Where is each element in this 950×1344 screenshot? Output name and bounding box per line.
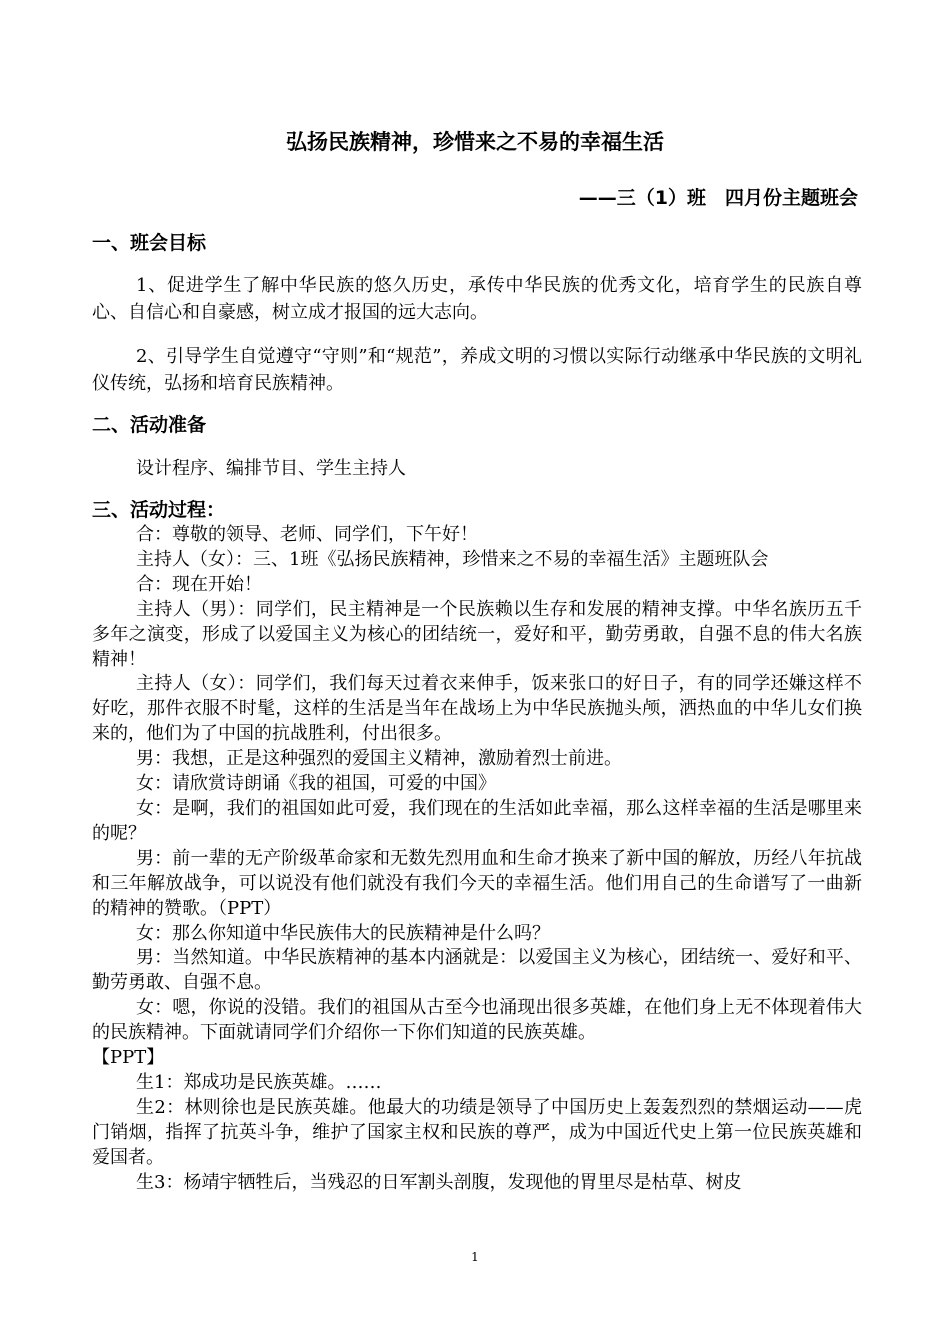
process-line: 生1：郑成功是民族英雄。…… [136, 1071, 382, 1093]
process-line: 女：请欣赏诗朗诵《我的祖国，可爱的中国》 [136, 773, 496, 795]
process-line: 男：前一辈的无产阶级革命家和无数先烈用血和生命才换来了新中国的解放，历经八年抗战和三年解放战争，可以说没有他们就没有我们今天的幸福生活。他们用自己的生命谱写了一曲新的精神的赞歌。（PPT） [92, 847, 862, 919]
process-line: 合：尊敬的领导、老师、同学们，下午好！ [136, 524, 478, 545]
process-section [92, 497, 862, 1195]
goal-paragraph-1: 1、促进学生了解中华民族的悠久历史，承传中华民族的优秀文化，培育学生的民族自尊心、自信心和自豪感，树立成才报国的远大志向。 [92, 275, 862, 323]
process-line: 女：是啊，我们的祖国如此可爱，我们现在的生活如此幸福，那么这样幸福的生活是哪里来的呢？ [92, 797, 862, 844]
process-line: 主持人（女）：同学们，我们每天过着衣来伸手，饭来张口的好日子，有的同学还嫌这样不好吃，那件衣服不时髦，这样的生活是当年在战场上为中华民族抛头颅，洒热血的中华儿女们换来的，他们为了中国的抗战胜利，付出很多。 [92, 673, 862, 745]
page-number: 1 [471, 1250, 479, 1264]
process-line: 【PPT】 [92, 1047, 165, 1069]
process-line: 主持人（女）：三、1班《弘扬民族精神，珍惜来之不易的幸福生活》主题班队会 [136, 548, 769, 570]
goal-paragraph-2: 2、引导学生自觉遵守“守则”和“规范”，养成文明的习惯以实际行动继承中华民族的文明礼仪传统，弘扬和培育民族精神。 [92, 346, 862, 394]
document-title: 弘扬民族精神，珍惜来之不易的幸福生活 [286, 130, 664, 154]
process-line: 生3：杨靖宇牺牲后，当残忍的日军割头剖腹，发现他的胃里尽是枯草、树皮 [136, 1171, 742, 1193]
process-line: 主持人（男）：同学们，民主精神是一个民族赖以生存和发展的精神支撑。中华名族历五千多年之演变，形成了以爱国主义为核心的团结统一，爱好和平，勤劳勇敢，自强不息的伟大名族精神！ [92, 598, 862, 670]
section-heading-preparation: 二、活动准备 [92, 414, 207, 436]
process-line: 生2：林则徐也是民族英雄。他最大的功绩是领导了中国历史上轰轰烈烈的禁烟运动——虎门销烟，指挥了抗英斗争，维护了国家主权和民族的尊严，成为中国近代史上第一位民族英雄和爱国者。 [92, 1096, 862, 1168]
process-line: 女：那么你知道中华民族伟大的民族精神是什么吗？ [136, 922, 550, 944]
section-heading-process: 三、活动过程： [92, 499, 226, 521]
process-line: 女：嗯，你说的没错。我们的祖国从古至今也涌现出很多英雄，在他们身上无不体现着伟大的民族精神。下面就请同学们介绍你一下你们知道的民族英雄。 [92, 997, 862, 1044]
section-heading-goals: 一、班会目标 [92, 232, 207, 254]
document-subtitle: ——三（1）班 四月份主题班会 [578, 187, 858, 209]
process-line: 男：当然知道。中华民族精神的基本内涵就是：以爱国主义为核心，团结统一、爱好和平、勤劳勇敢、自强不息。 [92, 947, 862, 994]
preparation-text: 设计程序、编排节目、学生主持人 [136, 458, 406, 479]
process-line: 合：现在开始！ [136, 573, 262, 595]
process-line: 男：我想，正是这种强烈的爱国主义精神，激励着烈士前进。 [136, 748, 622, 770]
